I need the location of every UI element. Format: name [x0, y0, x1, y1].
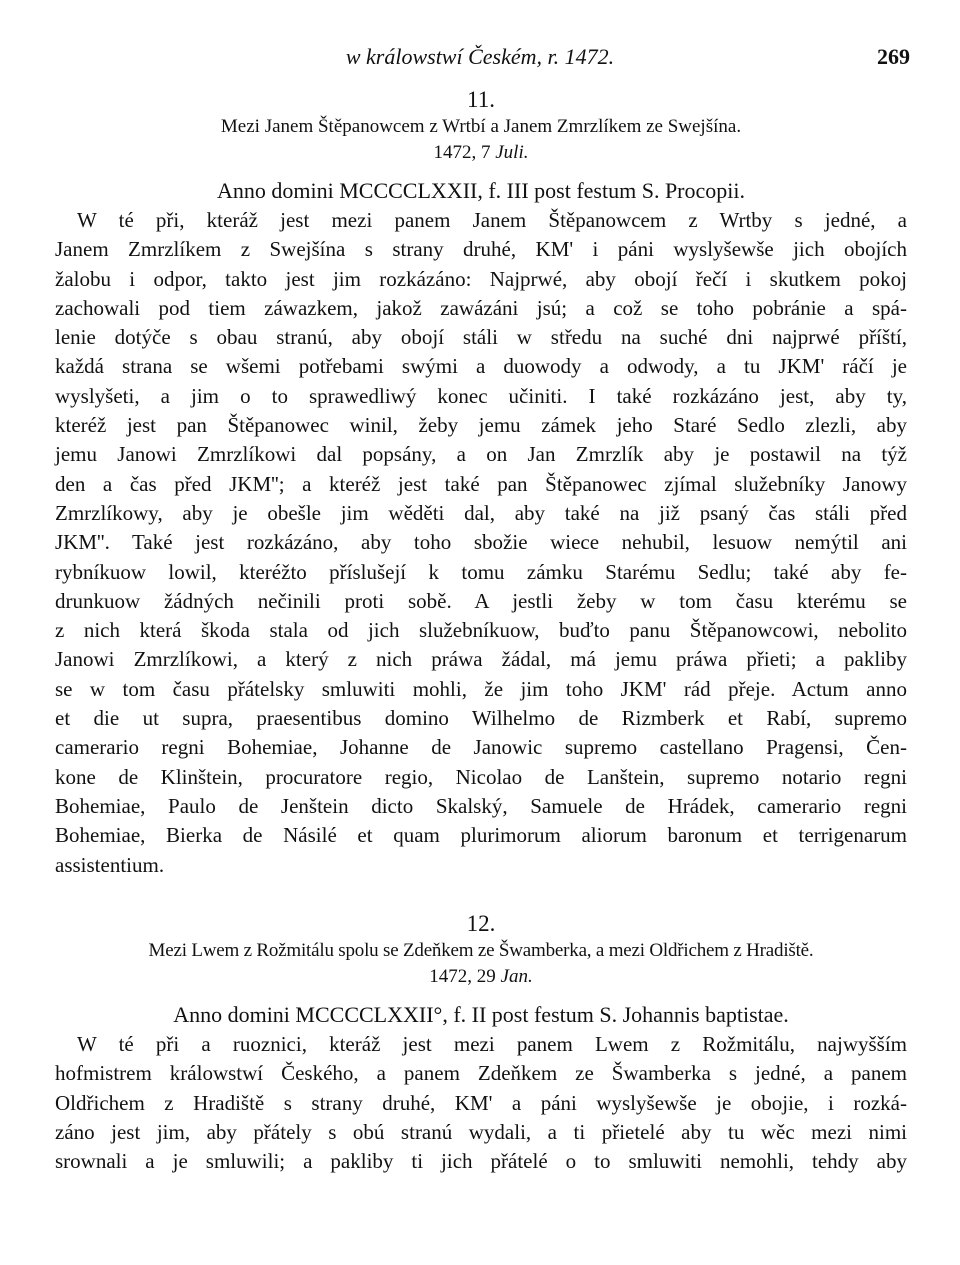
text-line: Oldřichem z Hradiště s strany druhé, KM' a páni wyslyšewše je obojie, i rozká-	[55, 1090, 907, 1115]
text-line: záno jest jim, aby přátely s obú stranú wydali, a ti přietelé aby tu wěc mezi nimi	[55, 1119, 907, 1144]
text-line: se w tom času přátelsky smluwiti mohli, že jim toho JKM' rád přeje. Actum anno	[55, 676, 907, 701]
text-line: Bohemiae, Bierka de Násilé et quam plurimorum aliorum baronum et terrigenarum	[55, 823, 907, 848]
text-line: Janem Zmrzlíkem z Swejšína s strany druhé, KM' i páni wyslyšewše jich obojích	[55, 237, 907, 262]
text-line: Bohemiae, Paulo de Jenštein dicto Skalský, Samuele de Hrádek, camerario regni	[55, 793, 907, 818]
text-line: hofmistrem králowstwí Českého, a panem Zdeňkem ze Šwamberka s jedné, a panem	[55, 1061, 907, 1086]
anno-dating-line: Anno domini MCCCCLXXII°, f. II post festum S. Johannis baptistae.	[173, 1002, 789, 1027]
section-date-month: Jan.	[500, 966, 533, 987]
document-section-12	[55, 910, 907, 1176]
text-line: assistentium.	[55, 852, 165, 877]
section-date-year: 1472, 7	[433, 142, 491, 163]
section-title: Mezi Lwem z Rožmitálu spolu se Zdeňkem ze Šwamberka, a mezi Oldřichem z Hradiště.	[148, 940, 814, 961]
section-date	[55, 964, 907, 990]
section-number: 12.	[466, 911, 496, 936]
text-line: Zmrzlíkowy, aby je obešle jim wěděti dal, aby také na již psaný čas stáli před	[55, 500, 907, 525]
text-line: jemu Janowi Zmrzlíkowi dal popsány, a on Jan Zmrzlík aby je postawil na týž	[55, 442, 907, 467]
section-number: 11.	[467, 87, 495, 112]
text-line: den a čas před JKM''; a kteréž jest také pan Štěpanowec zjímal služebníky Janowy	[55, 471, 907, 496]
text-line: Janowi Zmrzlíkowi, a který z nich práwa žádal, má jemu práwa přieti; a pakliby	[55, 647, 907, 672]
running-head	[0, 44, 960, 74]
text-line: W té při a ruoznici, kteráž jest mezi panem Lwem z Rožmitálu, najwyšším	[77, 1032, 907, 1056]
text-line: žalobu i odpor, takto jest jim rozkázáno: Najprwé, aby obojí řečí i skutkem pokoj	[55, 266, 907, 291]
text-line: drunkuow žádných nečinili proti sobě. A jestli žeby w tom času kterému se	[55, 588, 907, 613]
text-line: zachowali pod tiem záwazkem, jakož zawázáni jsú; a což se toho pobránie a spá-	[55, 295, 907, 320]
text-line: lenie dotýče s obau stranú, aby obojí stáli w středu na suché dni najprwé příští,	[55, 325, 907, 350]
section-date	[55, 140, 907, 166]
section-date-year: 1472, 29	[429, 966, 496, 987]
text-line: W té při, kteráž jest mezi panem Janem Štěpanowcem z Wrtby s jedné, a	[77, 208, 907, 232]
page-number: 269	[877, 44, 910, 69]
text-line: kteréž jest pan Štěpanowec winil, žeby jemu zámek jeho Staré Sedlo zlezli, aby	[55, 413, 907, 438]
text-line: wyslyšeti, a jim o to sprawedliwý konec učiniti. I také rozkázáno jest, aby ty,	[55, 383, 907, 408]
text-line: srownali a je smluwili; a pakliby ti jich přátelé o to smluwiti nemohli, tehdy aby	[55, 1149, 907, 1174]
section-body	[55, 206, 907, 880]
document-section-11	[55, 86, 907, 880]
text-line: rybníkuow lowil, kteréžto příslušejí k tomu zámku Starému Sedlu; také aby fe-	[55, 559, 907, 584]
section-body	[55, 1030, 907, 1176]
text-line: z nich která škoda stala od jich služebníkuow, buďto panu Štěpanowcowi, nebolito	[55, 618, 907, 643]
section-title: Mezi Janem Štěpanowcem z Wrtbí a Janem Zmrzlíkem ze Swejšína.	[220, 116, 742, 137]
text-line: každá strana se wšemi potřebami swými a duowody a odwody, a tu JKM' ráčí je	[55, 354, 907, 379]
anno-dating-line: Anno domini MCCCCLXXII, f. III post festum S. Procopii.	[217, 178, 745, 203]
text-line: camerario regni Bohemiae, Johanne de Janowic supremo castellano Pragensi, Čen-	[55, 735, 907, 760]
text-line: JKM''. Také jest rozkázáno, aby toho sbožie wiece nehubil, lesuow nemýtil ani	[55, 530, 907, 555]
text-line: kone de Klinštein, procuratore regio, Nicolao de Lanštein, supremo notario regni	[55, 764, 907, 789]
section-date-month: Juli.	[495, 142, 529, 163]
running-title: w králowstwí Českém, r. 1472.	[345, 44, 615, 69]
text-line: et die ut supra, praesentibus domino Wilhelmo de Rizmberk et Rabí, supremo	[55, 706, 907, 731]
